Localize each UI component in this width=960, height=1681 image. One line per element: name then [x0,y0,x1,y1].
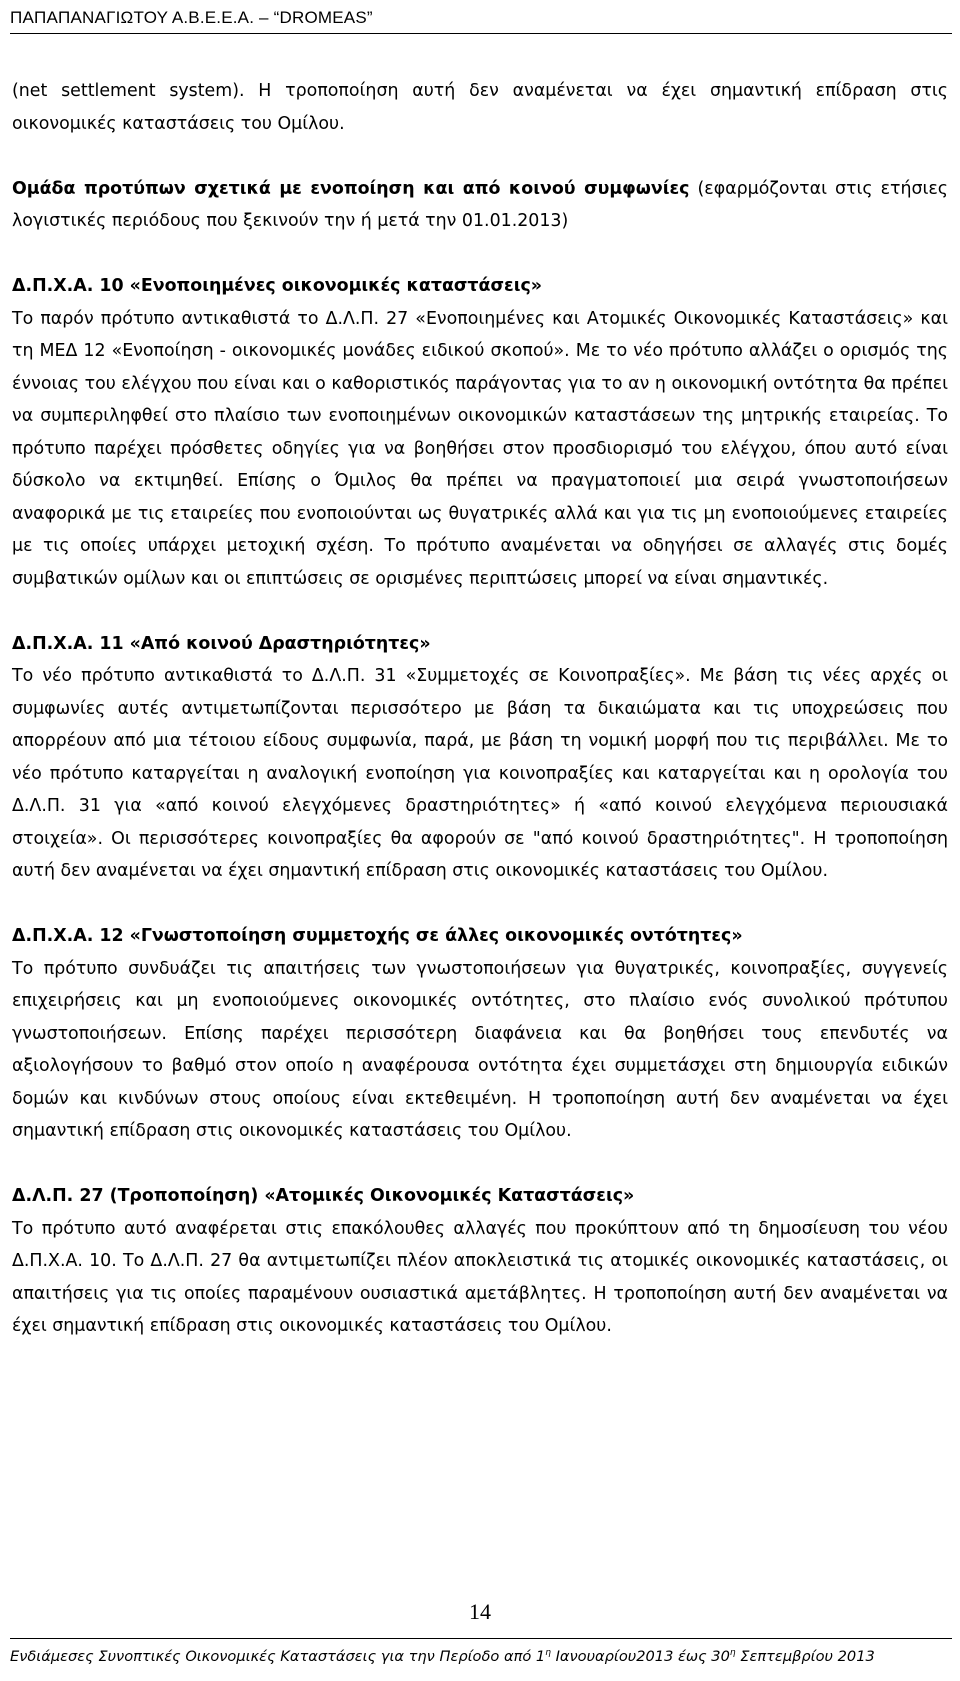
standard-reference: Δ.Π.Χ.Α. 12 [12,926,124,946]
footer-text-start: Ενδιάμεσες Συνοπτικές Οικονομικές Καταστάσεις για την Περίοδο από 1 [10,1648,546,1665]
standard-reference: Δ.Π.Χ.Α. 11 [12,633,124,654]
spacer [12,140,948,173]
section-body-ias27: Το πρότυπο αυτό αναφέρεται στις επακόλουθες αλλαγές που προκύπτουν από τη δημοσίευση του νέου Δ.Π.Χ.Α. 10. Το Δ.Λ.Π. 27 θα αντιμετωπίζει πλέον αποκλειστικά τις ατομικές οικονομικές καταστάσεις, οι απαιτήσεις για τις οποίες παραμένουν ουσιαστικά αμετάβλητες. Η τροποποίηση αυτή δεν αναμένεται να έχει σημαντική επίδραση στις οικονομικές καταστάσεις του Ομίλου. [12,1218,948,1336]
standard-title: «Από κοινού Δραστηριότητες» [123,633,431,654]
section-body-ifrs10: Το παρόν πρότυπο αντικαθιστά το Δ.Λ.Π. 27 «Ενοποιημένες και Ατομικές Οικονομικές Καταστάσεις» και τη ΜΕΔ 12 «Ενοποίηση - οικονομικές μονάδες ειδικού σκοπού». Με το νέο πρότυπο αλλάζει ο ορισμός της έννοιας του ελέγχου που είναι και ο καθοριστικός παράγοντας για το αν η οικονομική οντότητα θα πρέπει να συμπεριληφθεί στο πλαίσιο των ενοποιημένων οικονομικών καταστάσεων της μητρικής εταιρείας. Το πρότυπο παρέχει πρόσθετες οδηγίες για να βοηθήσει στον προσδιορισμό του ελέγχου, όπου αυτό είναι δύσκολο να εκτιμηθεί. Επίσης ο Όμιλος θα πρέπει να πραγματοποιεί μια σειρά γνωστοποιήσεων αναφορικά με τις εταιρείες που ενοποιούνται ως θυγατρικές αλλά και για τις μη ενοποιούμενες εταιρείες με τις οποίες υπάρχει μετοχική σχέση. Το πρότυπο αναμένεται να οδηγήσει σε αλλαγές στις δομές συμβατικών ομίλων και οι επιπτώσεις σε ορισμένες περιπτώσεις μπορεί να είναι σημαντικές. [12,308,948,589]
section-heading-ifrs11 [12,628,948,661]
spacer [12,888,948,921]
section-heading-ifrs12 [12,920,948,953]
standard-title: «Γνωστοποίηση συμμετοχής σε άλλες οικονομικές οντότητες» [123,926,743,946]
spacer [12,595,948,628]
page-footer [10,1648,955,1665]
section-heading-ias27 [12,1180,948,1213]
header-divider [10,33,952,34]
standard-reference: Δ.Λ.Π. 27 [12,1186,104,1206]
group-standards-note: (εφαρμόζονται στις ετήσιες λογιστικές περιόδους που ξεκινούν την ή μετά την 01.01.2013) [12,178,948,231]
footer-text-middle: Ιανουαρίου2013 έως 30 [550,1648,730,1665]
standard-title: «Ενοποιημένες οικονομικές καταστάσεις» [123,276,543,296]
standard-title: (Τροποποίηση) «Ατομικές Οικονομικές Καταστάσεις» [103,1186,635,1206]
intro-paragraph: (net settlement system). Η τροποποίηση αυτή δεν αναμένεται να έχει σημαντική επίδραση στις οικονομικές καταστάσεις του Ομίλου. [12,81,948,134]
footer-divider [10,1638,952,1639]
spacer [12,238,948,271]
page-number: 14 [469,1599,491,1624]
section-body-ifrs12: Το πρότυπο συνδυάζει τις απαιτήσεις των γνωστοποιήσεων για θυγατρικές, κοινοπραξίες, συγγενείς επιχειρήσεις και μη ενοποιούμενες οικονομικές οντότητες, στο πλαίσιο ενός συνολικού πρότυπου γνωστοποιήσεων. Επίσης παρέχει περισσότερη διαφάνεια και θα βοηθήσει τους επενδυτές να αξιολογήσουν το βαθμό στον οποίο η αναφέρουσα οντότητα έχει συμμετάσχει στη δημιουργία ειδικών δομών και κινδύνων στους οποίους είναι εκτεθειμένη. Η τροποποίηση αυτή δεν αναμένεται να έχει σημαντική επίδραση στις οικονομικές καταστάσεις του Ομίλου. [12,958,948,1141]
section-body-ifrs11: Το νέο πρότυπο αντικαθιστά το Δ.Λ.Π. 31 «Συμμετοχές σε Κοινοπραξίες». Με βάση τις νέες αρχές οι συμφωνίες αυτές αντιμετωπίζονται περισσότερο με βάση τα δικαιώματα και τις υποχρεώσεις που απορρέουν από μια τέτοιου είδους συμφωνία, παρά, με βάση τη νομική μορφή που τις περιβάλλει. Με το νέο πρότυπο καταργείται η αναλογική ενοποίηση για κοινοπραξίες και καταργείται και η ορολογία του Δ.Λ.Π. 31 για «από κοινού ελεγχόμενες δραστηριότητες» ή «από κοινού ελεγχόμενα περιουσιακά στοιχεία». Οι περισσότερες κοινοπραξίες θα αφορούν σε "από κοινού δραστηριότητες". Η τροποποίηση αυτή δεν αναμένεται να έχει σημαντική επίδραση στις οικονομικές καταστάσεις του Ομίλου. [12,666,948,881]
group-standards-title: Ομάδα προτύπων σχετικά με ενοποίηση και από κοινού συμφωνίες [12,178,690,199]
page-header [10,8,950,28]
group-standards-paragraph [12,173,948,238]
company-name: ΠΑΠΑΠΑΝΑΓΙΩΤΟΥ Α.Β.Ε.Ε.Α. – “DROMEAS” [10,8,373,27]
spacer [12,1148,948,1181]
document-body [12,75,948,1343]
standard-reference: Δ.Π.Χ.Α. 10 [12,276,124,296]
footer-ordinal: η [545,1648,551,1659]
footer-text-end: Σεπτεμβρίου 2013 [735,1648,875,1665]
footer-ordinal: η [729,1648,736,1659]
section-heading-ifrs10 [12,270,948,303]
